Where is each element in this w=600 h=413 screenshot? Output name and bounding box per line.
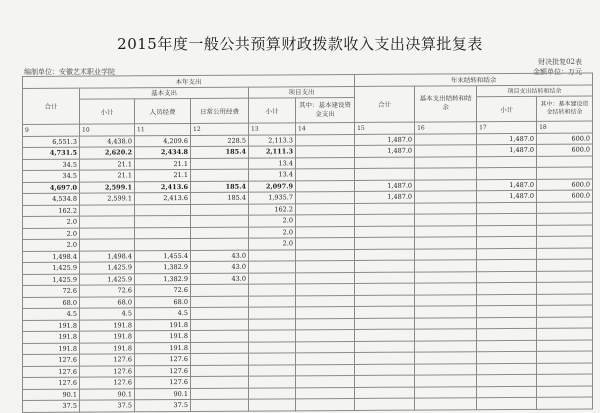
table-cell: 13.4 [249,169,296,181]
table-cell [355,364,415,376]
table-cell [537,328,593,340]
table-cell [296,306,355,318]
column-index: 18 [537,121,593,133]
table-cell: 68.0 [80,296,135,308]
table-row [23,397,593,412]
table-cell [296,352,355,364]
table-cell [415,179,477,191]
table-cell [477,328,537,340]
table-cell [191,376,249,388]
table-cell [415,306,477,318]
table-cell: 600.0 [537,144,593,156]
table-cell [537,156,593,168]
table-cell: 2.0 [249,226,296,238]
column-index: 14 [296,122,355,134]
table-cell [415,352,477,364]
table-cell [296,375,355,387]
table-cell [191,284,249,296]
table-cell: 90.1 [23,389,80,401]
table-cell: 6,551.3 [23,136,80,148]
header-subtotal: 小计 [80,99,135,124]
table-cell: 4.5 [80,308,135,320]
table-cell [135,238,191,250]
table-cell: 4,697.0 [23,182,80,194]
table-cell: 34.5 [23,159,80,171]
table-cell [296,260,355,272]
table-cell: 600.0 [537,179,593,191]
table-cell [296,249,355,261]
table-cell: 191.8 [135,342,191,354]
table-cell [249,353,296,365]
table-cell: 2,413.6 [135,192,191,204]
column-index: 13 [249,123,296,135]
table-cell: 1,487.0 [477,133,537,145]
table-cell: 2,111.3 [249,146,296,158]
header-balance-project-subtotal: 小计 [477,96,537,121]
table-cell: 13.4 [249,157,296,169]
table-cell [415,191,477,203]
table-cell [249,272,296,284]
table-cell: 68.0 [135,296,191,308]
table-cell: 127.6 [80,365,135,377]
table-cell [537,259,593,271]
table-cell [80,204,135,216]
table-cell [477,236,537,248]
table-cell: 191.8 [80,342,135,354]
table-cell [355,249,415,261]
table-cell [477,282,537,294]
header-basic-expense: 基本支出 [80,87,249,100]
org-label: 编制单位：安徽艺术职业学院 [24,68,115,76]
table-cell [355,283,415,295]
table-cell: 185.4 [191,192,249,204]
table-cell [415,248,477,260]
header-project-expense: 项目支出 [249,86,355,98]
table-cell [191,227,249,239]
table-cell [415,156,477,168]
table-cell: 21.1 [80,158,135,170]
table-cell: 191.8 [135,319,191,331]
table-cell [355,306,415,318]
table-cell [355,375,415,387]
table-cell [477,156,537,168]
table-cell [477,294,537,306]
table-cell [80,239,135,251]
table-cell [296,134,355,146]
table-cell: 1,425.9 [80,262,135,274]
table-cell: 127.6 [23,354,80,366]
table-cell: 37.5 [23,400,80,412]
table-cell [355,157,415,169]
table-cell: 127.6 [80,377,135,389]
table-cell [537,317,593,329]
table-cell [415,214,477,226]
header-daily-public: 日常公用经费 [191,98,249,123]
approval-sheet [22,73,592,411]
table-cell: 1,487.0 [355,180,415,192]
table-cell: 191.8 [80,319,135,331]
table-cell: 191.8 [23,331,80,343]
header-project-balance: 项目支出结转和结余 [477,85,593,97]
table-cell [355,329,415,341]
table-cell [537,271,593,283]
table-cell [135,227,191,239]
table-cell: 127.6 [135,376,191,388]
header-current-year-expense: 本年支出 [23,74,355,88]
table-cell [477,202,537,214]
table-cell [477,225,537,237]
table-cell: 1,487.0 [477,190,537,202]
header-balance-basic: 基本支出结转和结余 [415,85,477,122]
table-cell [537,282,593,294]
table-cell [249,330,296,342]
table-cell: 127.6 [23,377,80,389]
table-cell [537,397,593,409]
table-cell: 127.6 [135,365,191,377]
column-index: 16 [415,122,477,134]
table-cell [537,351,593,363]
table-cell: 37.5 [80,400,135,412]
table-cell [296,191,355,203]
table-cell [80,227,135,239]
table-cell [415,294,477,306]
table-cell: 191.8 [135,330,191,342]
table-cell: 2.0 [23,216,80,228]
table-cell [296,341,355,353]
table-cell: 191.8 [23,343,80,355]
table-cell [296,272,355,284]
table-cell [477,374,537,386]
table-cell [477,259,537,271]
table-cell [191,399,249,411]
table-cell: 43.0 [191,250,249,262]
table-cell [249,295,296,307]
table-cell [537,167,593,179]
table-cell [415,386,477,398]
table-cell [249,318,296,330]
column-index: 10 [80,124,135,136]
table-cell [296,398,355,410]
table-cell [415,363,477,375]
table-cell [191,330,249,342]
table-cell [296,145,355,157]
table-cell: 1,487.0 [355,134,415,146]
table-cell: 1,425.9 [23,274,80,286]
table-cell: 4,534.8 [23,193,80,205]
table-cell: 4,209.6 [135,135,191,147]
table-cell: 2,413.6 [135,181,191,193]
table-cell [135,204,191,216]
table-cell: 127.6 [80,354,135,366]
column-index: 17 [477,121,537,133]
table-cell [537,363,593,375]
table-cell: 1,498.4 [80,250,135,262]
table-cell: 2,097.9 [249,180,296,192]
table-cell [296,180,355,192]
table-cell: 1,498.4 [23,251,80,263]
table-cell: 90.1 [80,388,135,400]
table-cell [477,363,537,375]
table-cell: 21.1 [80,170,135,182]
table-cell [355,203,415,215]
table-cell [191,238,249,250]
table-cell [415,145,477,157]
table-cell [296,168,355,180]
table-cell: 4.5 [23,308,80,320]
table-cell: 34.5 [23,170,80,182]
table-cell: 127.6 [23,366,80,378]
table-cell: 2,599.1 [80,193,135,205]
table-cell [296,157,355,169]
table-cell [249,284,296,296]
table-cell [296,214,355,226]
table-cell [191,204,249,216]
header-project-subtotal: 小计 [249,98,296,123]
table-cell [415,237,477,249]
table-cell [537,305,593,317]
table-cell [355,295,415,307]
table-cell: 4,438.0 [80,135,135,147]
table-cell: 2.0 [23,239,80,251]
table-cell [477,167,537,179]
column-index: 15 [355,122,415,134]
table-cell [355,168,415,180]
table-cell [191,388,249,400]
table-cell [249,364,296,376]
table-cell [537,386,593,398]
table-cell [537,374,593,386]
table-cell: 2,434.8 [135,146,191,158]
table-cell [537,202,593,214]
table-cell [415,271,477,283]
table-cell [477,317,537,329]
table-cell [249,399,296,411]
header-project-infra: 其中：基本建设资金支出 [296,97,355,122]
table-cell [537,213,593,225]
column-index: 12 [191,123,249,135]
table-cell [355,352,415,364]
table-cell: 68.0 [23,297,80,309]
table-cell [296,237,355,249]
table-cell [191,169,249,181]
table-cell [415,340,477,352]
table-cell [191,296,249,308]
table-cell [249,307,296,319]
table-cell: 43.0 [191,261,249,273]
table-cell: 1,487.0 [355,191,415,203]
table-cell [537,294,593,306]
expense-table [22,73,593,413]
table-cell [355,260,415,272]
table-cell: 2,620.2 [80,147,135,159]
table-cell: 185.4 [191,181,249,193]
table-cell [477,397,537,409]
table-cell [191,319,249,331]
table-cell [477,386,537,398]
table-cell: 600.0 [537,133,593,145]
table-cell: 37.5 [135,399,191,411]
table-cell: 1,487.0 [355,145,415,157]
table-cell [296,364,355,376]
table-cell [537,248,593,260]
table-cell [296,203,355,215]
table-cell [296,318,355,330]
table-cell [191,215,249,227]
table-cell [477,351,537,363]
table-cell [537,340,593,352]
table-cell: 2.0 [249,238,296,250]
form-code: 财决批复02表 [538,58,582,66]
table-cell: 1,425.9 [80,273,135,285]
table-cell: 1,455.4 [135,250,191,262]
table-cell: 1,487.0 [477,179,537,191]
table-cell: 228.5 [191,135,249,147]
header-total: 合计 [23,88,80,125]
table-cell [296,295,355,307]
header-balance-total: 合计 [355,86,415,123]
page-title: 2015年度一般公共预算财政拨款收入支出决算批复表 [117,35,483,53]
table-cell [249,341,296,353]
table-cell: 2,599.1 [80,181,135,193]
table-cell [191,158,249,170]
table-cell: 90.1 [135,388,191,400]
table-cell [80,216,135,228]
table-cell [249,249,296,261]
table-cell: 162.2 [23,205,80,217]
table-cell: 185.4 [191,146,249,158]
header-balance-project-infra: 其中：基本建设资金结转和结余 [537,96,593,121]
table-cell [296,387,355,399]
table-cell [296,283,355,295]
table-cell [537,225,593,237]
table-cell [477,305,537,317]
table-cell [191,353,249,365]
table-cell: 21.1 [135,169,191,181]
table-cell: 191.8 [80,331,135,343]
table-cell: 21.1 [135,158,191,170]
table-cell [477,271,537,283]
table-cell [355,272,415,284]
table-cell [355,318,415,330]
table-cell: 4,731.5 [23,147,80,159]
table-cell: 72.6 [135,284,191,296]
table-cell [191,307,249,319]
table-cell [477,248,537,260]
table-cell [355,214,415,226]
table-cell: 1,935.7 [249,192,296,204]
table-cell [191,365,249,377]
table-cell: 43.0 [191,273,249,285]
table-cell [415,329,477,341]
table-cell: 2.0 [23,228,80,240]
table-cell [249,387,296,399]
table-cell: 162.2 [249,203,296,215]
table-cell [415,225,477,237]
table-cell [191,342,249,354]
table-cell [477,213,537,225]
table-cell [415,168,477,180]
table-cell [249,376,296,388]
table-cell [355,237,415,249]
table-cell [135,215,191,227]
table-cell: 1,425.9 [23,262,80,274]
table-cell [355,341,415,353]
column-index: 9 [23,124,80,136]
header-year-end-balance: 年末结转和结余 [355,73,593,86]
table-cell: 72.6 [80,285,135,297]
table-cell: 2.0 [249,215,296,227]
table-cell: 1,382.9 [135,273,191,285]
table-cell: 191.8 [23,320,80,332]
table-cell [296,329,355,341]
table-cell [415,317,477,329]
table-cell [415,260,477,272]
table-cell [537,236,593,248]
table-cell [415,202,477,214]
unit-label: 金额单位：万元 [533,68,582,76]
table-cell [355,387,415,399]
table-cell: 4.5 [135,307,191,319]
table-cell [415,133,477,145]
table-cell: 600.0 [537,190,593,202]
table-cell: 127.6 [135,353,191,365]
column-index: 11 [135,123,191,135]
table-cell [477,340,537,352]
table-cell: 2,113.3 [249,134,296,146]
header-personnel: 人员经费 [135,98,191,123]
table-cell: 1,487.0 [477,144,537,156]
table-cell: 1,382.9 [135,261,191,273]
table-cell [296,226,355,238]
table-cell: 72.6 [23,285,80,297]
table-cell [415,283,477,295]
table-cell [355,226,415,238]
table-cell [249,261,296,273]
table-cell [415,375,477,387]
